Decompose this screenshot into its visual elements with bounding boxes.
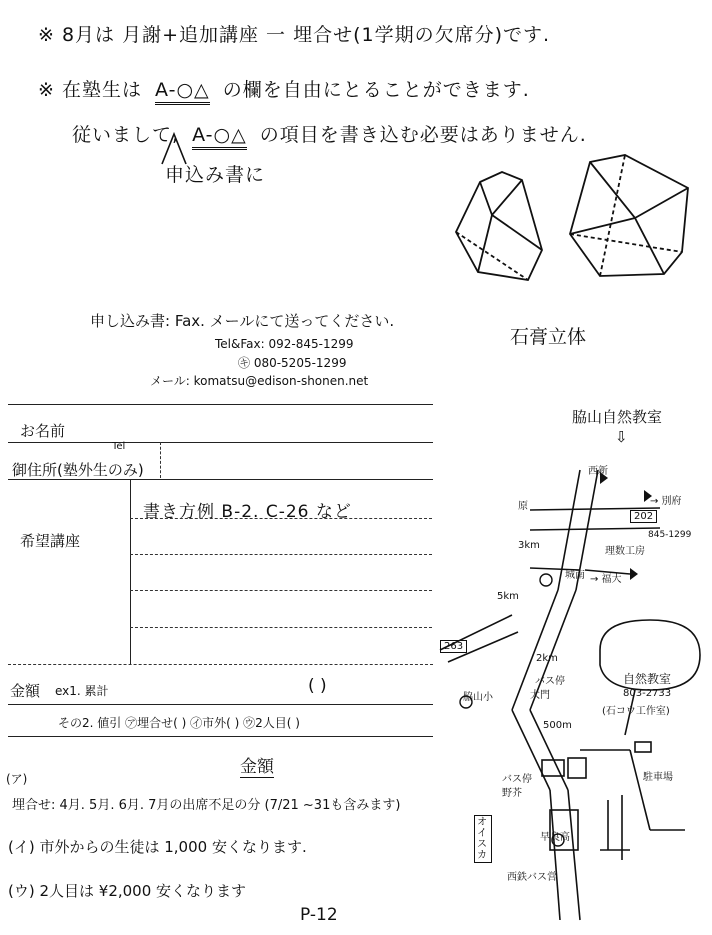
map-down-arrow-icon: ⇩: [615, 428, 628, 446]
map-school-name: 自然教室: [623, 672, 672, 686]
map-parking: 駐車場: [643, 772, 673, 783]
note-august: ※ 8月は 月謝+追加講座 一 埋合せ(1学期の欠席分)です.: [38, 24, 551, 46]
map-nishijin: 西新: [588, 466, 608, 477]
form-course-example: 書き方例 B-2. C-26 など: [143, 502, 352, 522]
map-omon: 大門: [530, 690, 550, 701]
form-course-label: 希望講座: [20, 532, 81, 550]
map-5km: 5km: [497, 591, 519, 602]
form-course-row-1[interactable]: [130, 518, 432, 519]
form-name-field[interactable]: [165, 410, 430, 440]
form-discount-line[interactable]: その2. 値引 ㋐埋合せ( ) ㋑市外( ) ㋒2人目( ): [58, 716, 300, 730]
map-3km: 3km: [518, 540, 540, 551]
map-rika: 理数工房: [605, 546, 645, 557]
form-address-field[interactable]: [165, 448, 430, 478]
note-members: [38, 75, 530, 102]
note-members-suffix: の欄を自由にとることができます.: [222, 79, 530, 101]
note-members-prefix: ※ 在塾生は: [38, 79, 142, 101]
form-amount-field[interactable]: ( ): [308, 676, 327, 696]
map-noyoshi: 野芥: [502, 788, 522, 799]
contact-title: 申し込み書: Fax. メールにて送ってください.: [90, 312, 395, 330]
amount-heading: 金額: [240, 752, 274, 778]
form-tel-label: Tel: [112, 441, 126, 452]
form-name-label: お名前: [20, 422, 66, 440]
form-course-row-2[interactable]: [130, 554, 432, 555]
page-number: P-12: [300, 905, 338, 925]
note-therefore-prefix: 従いまして,: [72, 124, 180, 146]
map-sawara-high: 早良高: [540, 832, 570, 843]
map-befu: → 別府: [650, 496, 682, 507]
map-500m: 500m: [543, 720, 572, 731]
plaster-solids-caption: 石膏立体: [510, 326, 587, 348]
note-members-code: A-○△: [155, 79, 210, 105]
map-nishitetsu-bus: 西鉄バス営: [507, 872, 557, 883]
amount-a-mark: (ア): [6, 772, 28, 786]
map-wakiyama-school: 脇山小: [463, 692, 493, 703]
map-phone: 845-1299: [648, 530, 692, 540]
map-route-202: 202: [630, 510, 657, 523]
amount-outside-city-text: (イ) 市外からの生徒は 1,000 安くなります.: [8, 838, 307, 856]
form-line-amount: [8, 704, 433, 705]
amount-makeup-text: 埋合せ: 4月. 5月. 6月. 7月の出席不足の分 (7/21 ~31も含みます): [12, 798, 401, 813]
amount-second-person-text: (ウ) 2人目は ¥2,000 安くなります: [8, 882, 247, 900]
form-address-divider: [160, 442, 161, 478]
contact-tel-fax: Tel&Fax: 092-845-1299: [215, 337, 354, 351]
form-course-divider: [130, 479, 131, 664]
map-hara: 原: [518, 501, 528, 512]
note-therefore: [72, 120, 587, 147]
plaster-solids-drawing: [450, 150, 705, 300]
contact-mobile: ㋖ 080-5205-1299: [238, 356, 347, 370]
form-address-label: 御住所(塾外生のみ): [12, 461, 144, 479]
map-oisca: オイスカ: [474, 815, 492, 863]
form-line-address: [8, 479, 433, 480]
form-course-row-5[interactable]: [8, 664, 433, 665]
form-course-row-4[interactable]: [130, 627, 432, 628]
map-title: 脇山自然教室: [572, 408, 663, 426]
map-bus-stop: バス停: [535, 676, 565, 687]
note-therefore-suffix: の項目を書き込む必要はありません.: [259, 124, 587, 146]
map-jonan: 城南: [565, 570, 585, 581]
form-line-name: [8, 442, 433, 443]
map-fukudai: → 福大: [590, 574, 622, 585]
map-school-note: (石コウ工作室): [602, 706, 670, 717]
form-bottom-border: [8, 736, 433, 737]
form-top-border: [8, 404, 433, 405]
form-amount-label: 金額: [10, 682, 41, 700]
form-amount-example: ex1. 累計: [55, 684, 109, 698]
note-insert: 申込み書に: [165, 164, 266, 186]
note-therefore-code: A-○△: [192, 124, 247, 150]
map-bus-stop-2: バス停: [502, 774, 532, 785]
form-course-row-3[interactable]: [130, 590, 432, 591]
map-route-263: 263: [440, 640, 467, 653]
map-2km: 2km: [536, 653, 558, 664]
contact-mail: メール: komatsu@edison-shonen.net: [150, 374, 369, 388]
map-school-phone: 803-2733: [623, 688, 672, 699]
